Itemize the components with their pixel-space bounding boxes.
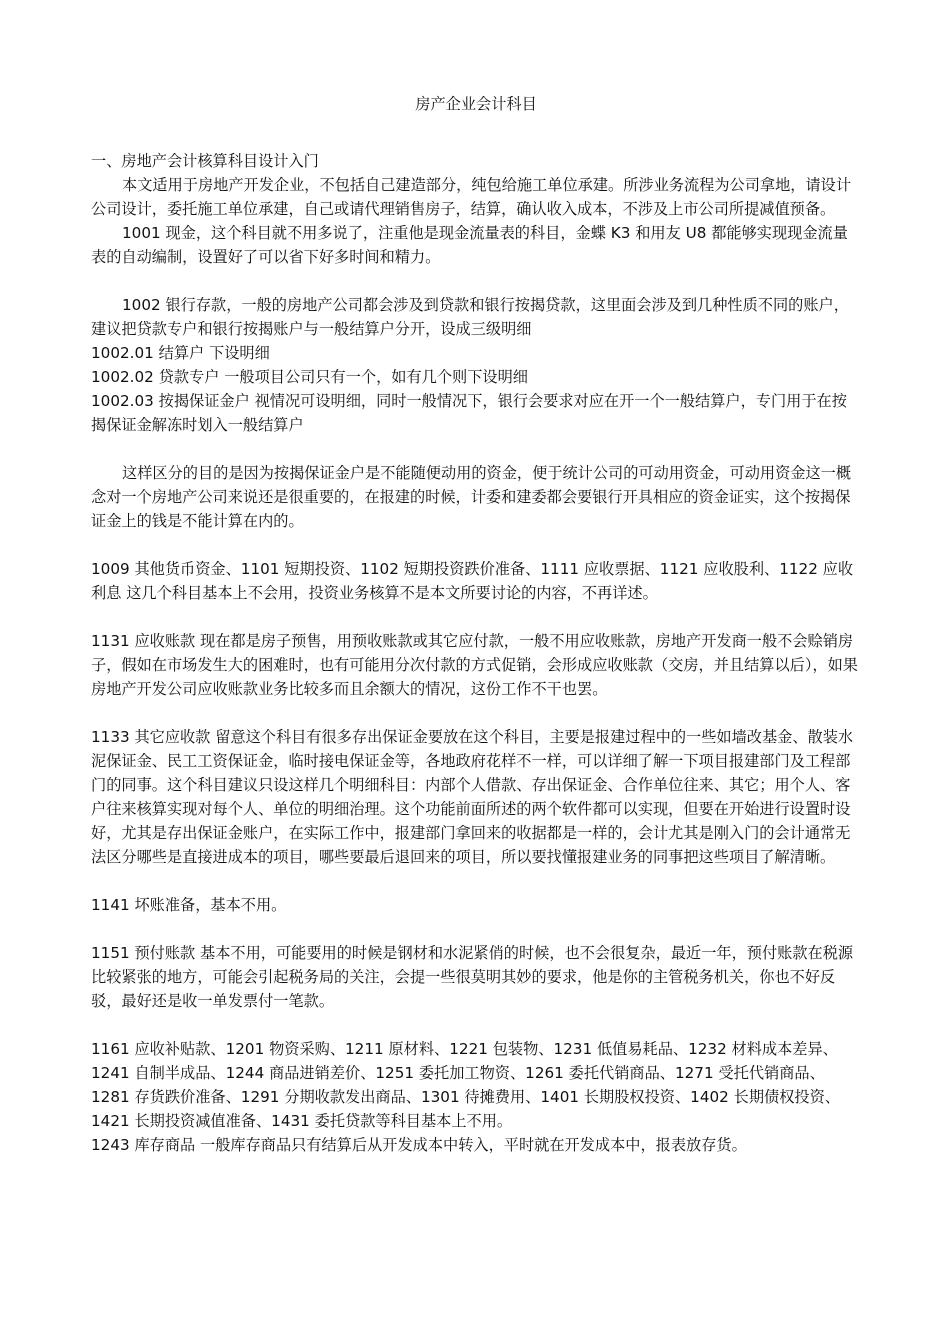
- paragraph-1141: 1141 坏账准备，基本不用。: [91, 896, 287, 914]
- spacer: [91, 533, 861, 557]
- paragraph-1002-03: 1002.03 按揭保证金户 视情况可设明细，同时一般情况下，银行会要求对应在开一个一般结算户，专门用于在按揭保证金解冻时划入一般结算户: [91, 392, 847, 434]
- paragraph-intro: 本文适用于房地产开发企业，不包括自己建造部分，纯包给施工单位承建。所涉业务流程为公司拿地，请设计公司设计，委托施工单位承建，自己或请代理销售房子，结算，确认收入成本，不涉及上市公司所提减值预备。: [91, 176, 851, 218]
- spacer: [91, 917, 861, 941]
- document-title: 房产企业会计科目: [415, 95, 537, 113]
- paragraph-1002-01: 1002.01 结算户 下设明细: [91, 344, 270, 362]
- spacer: [91, 269, 861, 293]
- spacer: [91, 701, 861, 725]
- paragraph-1243: 1243 库存商品 一般库存商品只有结算后从开发成本中转入，平时就在开发成本中，报表放存货。: [91, 1136, 747, 1154]
- paragraph-1002-02: 1002.02 贷款专户 一般项目公司只有一个，如有几个则下设明细: [91, 368, 528, 386]
- paragraph-1131: 1131 应收账款 现在都是房子预售，用预收账款或其它应付款，一般不用应收账款，房地产开发商一般不会赊销房子，假如在市场发生大的困难时，也有可能用分次付款的方式促销，会形成应收账款（交房，并且结算以后），如果房地产开发公司应收账款业务比较多而且余额大的情况，这份工作不干也罢。: [91, 632, 858, 698]
- paragraph-1133: 1133 其它应收款 留意这个科目有很多存出保证金要放在这个科目，主要是报建过程中的一些如墙改基金、散装水泥保证金、民工工资保证金，临时接电保证金等，各地政府花样不一样，可以详细了解一下项目报建部门及工程部门的同事。这个科目建议只设这样几个明细科目：内部个人借款、存出保证金、合作单位往来、其它；用个人、客户往来核算实现对每个人、单位的明细治理。这个功能前面所述的两个软件都可以实现，但要在开始进行设置时设好，尤其是存出保证金账户，在实际工作中，报建部门拿回来的收据都是一样的，会计尤其是刚入门的会计通常无法区分哪些是直接进成本的项目，哪些要最后退回来的项目，所以要找懂报建业务的同事把这些项目了解清晰。: [91, 728, 854, 866]
- spacer: [91, 869, 861, 893]
- paragraph-1001-cash: 1001 现金，这个科目就不用多说了，注重他是现金流量表的科目，金蝶 K3 和用友 U8 都能够实现现金流量表的自动编制，设置好了可以省下好多时间和精力。: [91, 224, 848, 266]
- paragraph-1002-bank-deposit: 1002 银行存款，一般的房地产公司都会涉及到贷款和银行按揭贷款，这里面会涉及到几种性质不同的账户，建议把贷款专户和银行按揭账户与一般结算户分开，设成三级明细: [91, 296, 849, 338]
- paragraph-purpose: 这样区分的目的是因为按揭保证金户是不能随便动用的资金，便于统计公司的可动用资金，可动用资金这一概念对一个房地产公司来说还是很重要的，在报建的时候，计委和建委都会要银行开具相应的资金证实，这个按揭保证金上的钱是不能计算在内的。: [91, 464, 851, 530]
- paragraph-1151: 1151 预付账款 基本不用，可能要用的时候是钢材和水泥紧俏的时候，也不会很复杂，最近一年，预付账款在税源比较紧张的地方，可能会引起税务局的关注，会提一些很莫明其妙的要求，他是你的主管税务机关，你也不好反驳，最好还是收一单发票付一笔款。: [91, 944, 854, 1010]
- spacer: [91, 1013, 861, 1037]
- document-page: [91, 92, 861, 1157]
- spacer: [91, 437, 861, 461]
- paragraph-1009: 1009 其他货币资金、1101 短期投资、1102 短期投资跌价准备、1111 应收票据、1121 应收股利、1122 应收利息 这几个科目基本上不会用，投资业务核算不是本文所要讨论的内容，不再详述。: [91, 560, 854, 602]
- section-heading: 一、房地产会计核算科目设计入门: [91, 152, 319, 170]
- spacer: [91, 605, 861, 629]
- paragraph-1161: 1161 应收补贴款、1201 物资采购、1211 原材料、1221 包装物、1231 低值易耗品、1232 材料成本差异、1241 自制半成品、1244 商品进销差价、1251 委托加工物资、1261 委托代销商品、1271 受托代销商品、1281 存货跌价准备、1291 分期收款发出商品、1301 待摊费用、1401 长期股权投资、1402 长期债权投资、1421 长期投资减值准备、1431 委托贷款等科目基本上不用。: [91, 1040, 840, 1130]
